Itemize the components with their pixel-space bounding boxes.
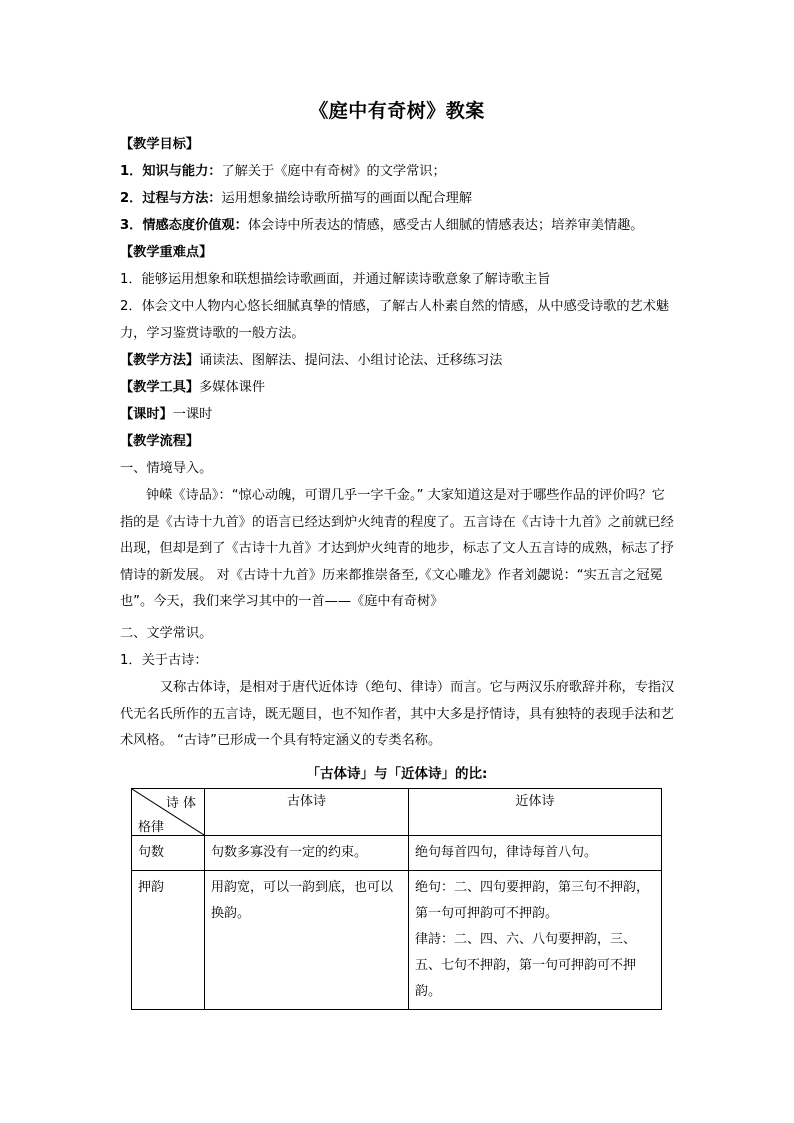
rhyme-rule-lvshi: 律詩：二、四、六、八句要押韵，三、五、七句不押韵，第一句可押韵可不押韵。 [415, 932, 637, 999]
objective-label: 2．过程与方法： [120, 191, 222, 206]
key-point-1: 1．能够运用想象和联想描绘诗歌画面，并通过解读诗歌意象了解诗歌主旨 [120, 272, 551, 287]
corner-bottom-label: 格律 [138, 820, 165, 835]
period-text: 一课时 [172, 407, 213, 422]
rhyme-rule-jueju: 绝句：二、四句要押韵，第三句不押韵，第一句可押韵可不押韵。 [415, 880, 650, 921]
objective-item-2 [120, 189, 472, 209]
page-title: 《庭中有奇树》教案 [309, 100, 485, 122]
table-col-header: 近体诗 [409, 789, 662, 836]
tools-text: 多媒体课件 [199, 380, 266, 395]
objective-label: 1．知识与能力： [120, 164, 222, 179]
objectives-heading: 【教学目标】 [120, 137, 200, 152]
period-label: 【课时】 [120, 407, 173, 422]
table-header-row [132, 789, 662, 836]
table-row-label: 押韵 [132, 871, 205, 1010]
table-cell: 绝句每首四句，律诗每首八句。 [409, 836, 662, 871]
methods-line [120, 351, 502, 371]
methods-label: 【教学方法】 [120, 353, 200, 368]
table-row [132, 836, 662, 871]
objective-item-1 [120, 162, 446, 182]
section2-paragraph: 又称古体诗，是相对于唐代近体诗（绝句、律诗）而言。它与两汉乐府歌辞并称，专指汉代无名氏所作的五言诗，既无题目，也不知作者，其中大多是抒情诗，具有独特的表现手法和艺术风格。 “古诗”已形成一个具有特定涵义的专类名称。 [120, 680, 675, 749]
section2-heading: 二、文学常识。 [120, 626, 213, 641]
table-cell: 用韵宽，可以一韵到底，也可以换韵。 [205, 871, 409, 1010]
table-cell [409, 871, 662, 1010]
table-caption: 「古体诗」与「近体诗」的比: [306, 766, 488, 782]
objective-label: 3．情感态度价值观： [120, 218, 248, 233]
table-corner-cell [132, 789, 205, 836]
section2-sub1: 1．关于古诗： [120, 653, 208, 668]
key-points-heading: 【教学重难点】 [120, 245, 213, 260]
table-col-header: 古体诗 [205, 789, 409, 836]
methods-text: 诵读法、图解法、提问法、小组讨论法、迁移练习法 [199, 353, 503, 368]
objective-item-3 [120, 216, 644, 236]
table-row-label: 句数 [132, 836, 205, 871]
section1-heading: 一、情境导入。 [120, 461, 213, 476]
objective-text: 了解关于《庭中有奇树》的文学常识； [221, 164, 446, 179]
comparison-table [131, 788, 662, 1010]
table-row [132, 871, 662, 1010]
period-line [120, 405, 212, 425]
key-point-2: 2．体会文中人物内心悠长细腻真挚的情感，了解古人朴素自然的情感，从中感受诗歌的艺术魅力，学习鉴赏诗歌的一般方法。 [120, 299, 670, 341]
objective-text: 运用想象描绘诗歌所描写的画面以配合理解 [221, 191, 473, 206]
process-heading: 【教学流程】 [120, 434, 200, 449]
tools-line [120, 378, 265, 398]
section1-paragraph: 钟嵘《诗品》：“惊心动魄，可谓几乎一字千金。” 大家知道这是对于哪些作品的评价吗？它指的是《古诗十九首》的语言已经达到炉火纯青的程度了。五言诗在《古诗十九首》之前就已经出现，但却是到了《古诗十九首》才达到炉火纯青的地步，标志了文人五言诗的成熟，标志了抒情诗的新发展。 对《古诗十九首》历来都推崇备至,《文心雕龙》作者刘勰说：“实五言之冠冕也”。今天，我们来学习其中的一首——《庭中有奇树》 [120, 488, 674, 610]
table-cell: 句数多寡没有一定的约束。 [205, 836, 409, 871]
tools-label: 【教学工具】 [120, 380, 200, 395]
objective-text: 体会诗中所表达的情感，感受古人细腻的情感表达；培养审美情趣。 [247, 218, 644, 233]
corner-top-label: 诗 体 [165, 796, 196, 811]
